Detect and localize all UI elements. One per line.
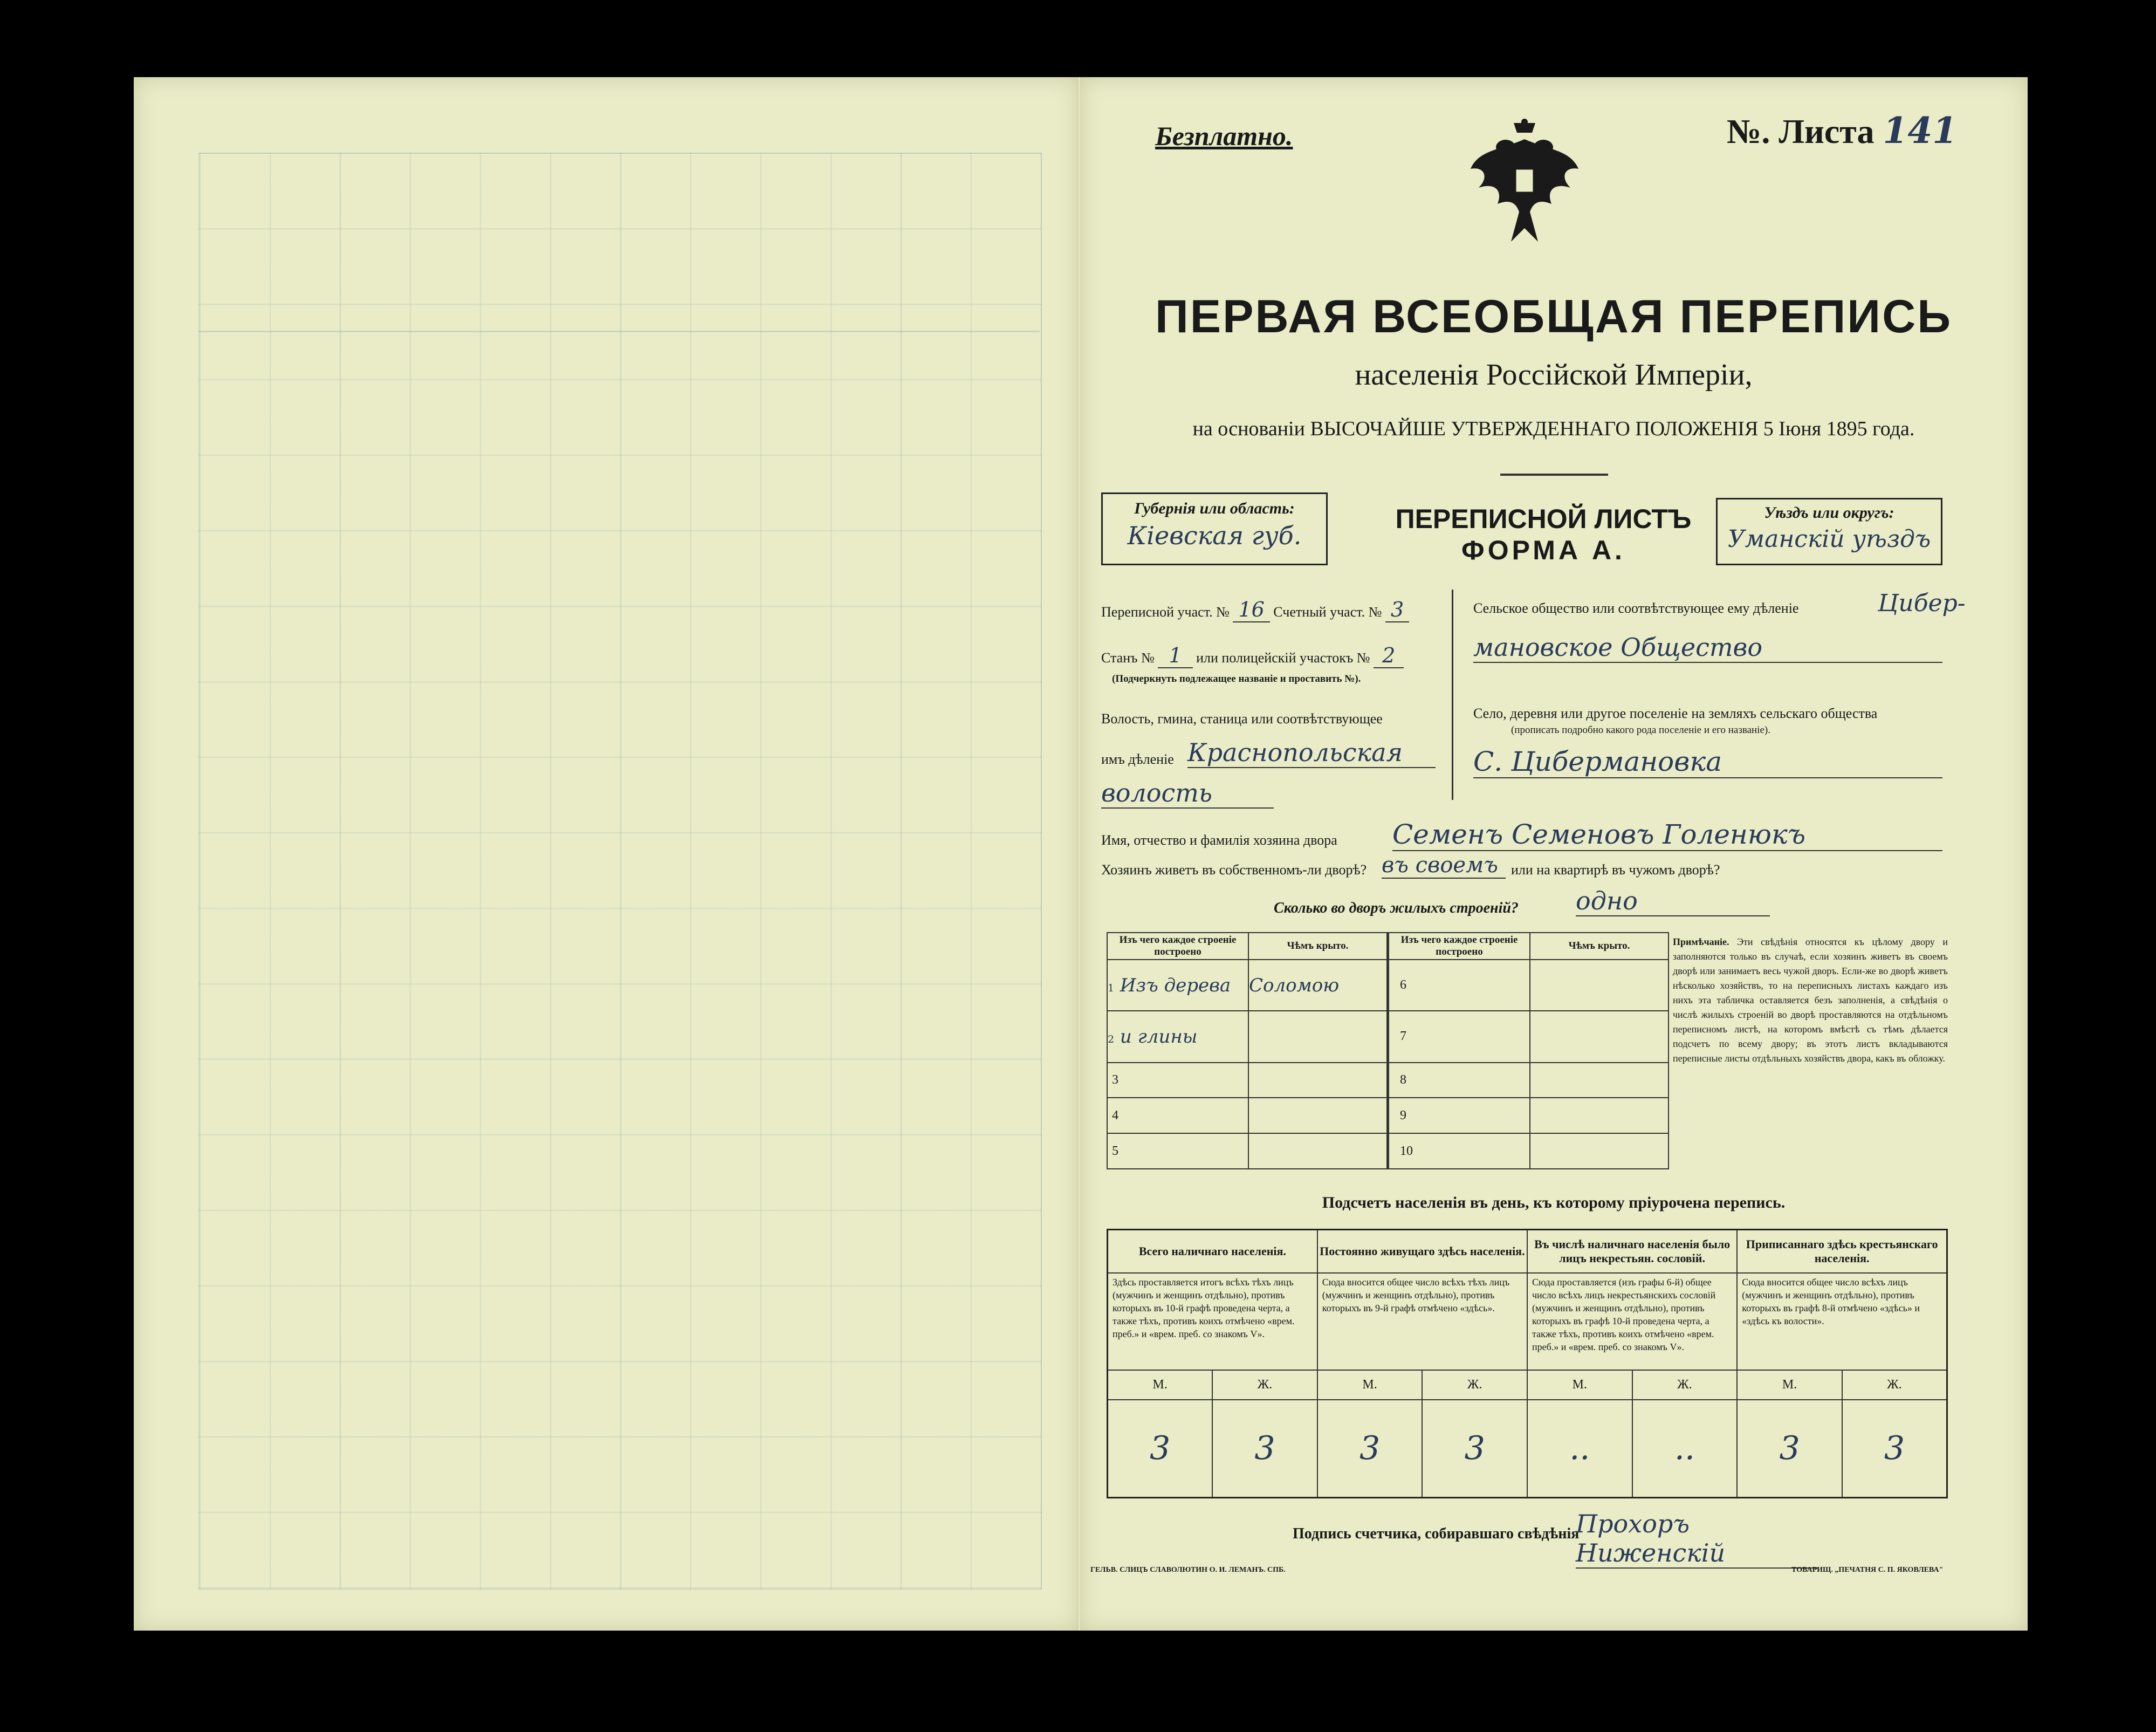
- roof-cell: [1530, 1133, 1669, 1169]
- stan-row: [1101, 643, 1436, 667]
- material-cell: 2 и глины: [1107, 1011, 1248, 1062]
- police-label: или полицейскій участокъ №: [1196, 650, 1370, 666]
- male-label: М.: [1527, 1370, 1632, 1400]
- roof-cell: [1530, 1063, 1669, 1098]
- buildings-table: [1107, 932, 1669, 1169]
- buildings-count-value: одно: [1576, 886, 1770, 916]
- province-value: Кіевская губ.: [1127, 521, 1302, 550]
- tally-desc-non-peasant: Сюда проставляется (изъ графы 6-й) общее число всѣхъ лицъ некрестьянскихъ сословій (мужчинъ и женщинъ отдѣльно), противъ которыхъ въ графѣ 10-й проведена черта, а также тѣхъ, противъ коихъ отмѣчено «врем. преб.» и «врем. преб. со знакомъ V».: [1527, 1273, 1737, 1370]
- row-number: 6: [1388, 960, 1530, 1011]
- tally-head-peasant: Приписаннаго здѣсь крестьянскаго населенія.: [1737, 1230, 1947, 1273]
- non-peasant-male-value: ..: [1527, 1400, 1632, 1498]
- district-box: [1716, 498, 1942, 565]
- female-label: Ж.: [1842, 1370, 1947, 1400]
- volost-value: Краснопольская: [1187, 738, 1436, 768]
- sheet-title-block: [1338, 503, 1748, 566]
- row-number: 10: [1388, 1133, 1530, 1169]
- society-label: Сельское общество или соотвѣтствующее ему дѣленіе: [1473, 600, 1799, 616]
- province-box: [1101, 492, 1328, 565]
- count-district-value: 3: [1385, 598, 1409, 622]
- table-row: [1107, 1011, 1669, 1062]
- table-row: [1107, 960, 1669, 1011]
- village-label: Село, деревня или другое поселеніе на земляхъ сельскаго общества: [1473, 706, 1878, 721]
- village-note: (прописать подробно какого рода поселеніе и его названіе).: [1511, 724, 1770, 736]
- tally-head-total: Всего наличнаго населенія.: [1108, 1230, 1317, 1273]
- roof-cell: [1248, 1011, 1388, 1062]
- owner-lives-label: Хозяинъ живетъ въ собственномъ-ли дворѣ?: [1101, 862, 1367, 878]
- permanent-male-value: 3: [1317, 1400, 1423, 1498]
- roof-cell: [1248, 1133, 1388, 1169]
- note-text: Эти свѣдѣнія относятся къ цѣлому двору и заполняются только въ случаѣ, если хозяинъ живетъ въ своемъ дворѣ или занимаетъ весь чужой дворъ. Если-же во дворѣ живетъ нѣсколько хозяйствъ, то на переписныхъ листахъ каждаго изъ нихъ эта табличка оставляется безъ заполненія, а свѣдѣнія о числѣ жилыхъ строеній во дворѣ проставляются на отдѣльномъ переписномъ листѣ, на которомъ вмѣстѣ съ тѣмъ дѣлается подсчетъ по всему двору; въ этотъ листъ вкладываются переписные листы отдѣльныхъ хозяйствъ двора, какъ въ обложку.: [1673, 936, 1948, 1064]
- tally-values-row: [1108, 1400, 1947, 1498]
- bleed-through-header: [198, 153, 1040, 332]
- volost-label-2: имъ дѣленіе: [1101, 751, 1174, 767]
- non-peasant-female-value: ..: [1632, 1400, 1738, 1498]
- male-label: М.: [1108, 1370, 1213, 1400]
- sheet-number-label: №. Листа: [1727, 112, 1875, 150]
- buildings-count-label: Сколько во дворъ жилыхъ строеній?: [1274, 900, 1519, 916]
- male-label: М.: [1737, 1370, 1842, 1400]
- district-label: Уѣздъ или округъ:: [1764, 504, 1894, 522]
- roof-cell: Соломою: [1248, 960, 1388, 1011]
- tally-table: [1107, 1229, 1948, 1498]
- bleed-through-grid: [198, 153, 1042, 1590]
- underline-note: (Подчеркнуть подлежащее названіе и проставить №).: [1112, 673, 1361, 684]
- census-district-label: Переписной участ. №: [1101, 604, 1230, 620]
- volost-value-2: волость: [1101, 778, 1274, 809]
- society-value-2: мановское Общество: [1473, 633, 1942, 663]
- row-number: 7: [1388, 1011, 1530, 1062]
- roof-header-right: Чѣмъ крыто.: [1530, 933, 1669, 960]
- ornament-divider: [1500, 474, 1608, 476]
- table-row: [1107, 1133, 1669, 1169]
- female-label: Ж.: [1632, 1370, 1738, 1400]
- material-header-right: Изъ чего каждое строеніе построено: [1388, 933, 1530, 960]
- stan-value: 1: [1158, 643, 1192, 668]
- roof-cell: [1530, 1098, 1669, 1133]
- signature-value: Прохоръ Ниженскій: [1576, 1509, 1818, 1569]
- material-cell: 1 Изъ дерева: [1107, 960, 1248, 1011]
- district-numbers: [1101, 598, 1436, 621]
- female-label: Ж.: [1422, 1370, 1527, 1400]
- tally-desc-total: Здѣсь проставляется итогъ всѣхъ тѣхъ лицъ (мужчинъ и женщинъ отдѣльно), противъ которыхъ въ 10-й графѣ проведена черта, а также тѣхъ, противъ коихъ отмѣчено «врем. преб.» и «врем. преб. со знакомъ V».: [1108, 1273, 1317, 1370]
- row-number: 9: [1388, 1098, 1530, 1133]
- right-page: [1080, 77, 2028, 1631]
- society-value: Цибер-: [1878, 590, 1966, 617]
- material-header-left: Изъ чего каждое строеніе построено: [1107, 933, 1248, 960]
- table-row: [1107, 1098, 1669, 1133]
- row-number: 5: [1107, 1133, 1248, 1169]
- census-district-value: 16: [1233, 598, 1269, 622]
- row-number: 4: [1107, 1098, 1248, 1133]
- district-value: Уманскій уѣздъ: [1727, 525, 1931, 553]
- page-title: ПЕРВАЯ ВСЕОБЩАЯ ПЕРЕПИСЬ: [1155, 291, 1953, 343]
- printer-right: ТОВАРИЩ. „ПЕЧАТНЯ С. П. ЯКОВЛЕВА": [1791, 1566, 1944, 1574]
- signature-label: Подпись счетчика, собиравшаго свѣдѣнія: [1293, 1525, 1580, 1542]
- total-male-value: 3: [1108, 1400, 1213, 1498]
- total-female-value: 3: [1212, 1400, 1317, 1498]
- tally-desc-peasant: Сюда вносится общее число всѣхъ лицъ (мужчинъ и женщинъ отдѣльно), противъ которыхъ въ графѣ 8-й отмѣчено «здѣсь» и «здѣсь къ волости».: [1737, 1273, 1947, 1370]
- form-name: ФОРМА А.: [1461, 535, 1625, 565]
- double-headed-eagle-icon: [1468, 118, 1581, 247]
- sheet-number-value: 141: [1883, 109, 1958, 152]
- police-value: 2: [1374, 643, 1404, 668]
- tally-title: Подсчетъ населенія въ день, къ которому пріурочена перепись.: [1322, 1194, 1786, 1211]
- table-row: [1107, 1063, 1669, 1098]
- roof-cell: [1530, 960, 1669, 1011]
- left-page: [134, 77, 1079, 1631]
- page-subtitle: населенія Россійской Имперіи,: [1355, 358, 1753, 392]
- printer-left: ГЕЛЬВ. СЛИЦЪ СЛАВОЛЮТИН О. И. ЛЕМАНЪ. СПБ.: [1090, 1566, 1286, 1574]
- field-divider: [1452, 590, 1453, 800]
- note-block: [1673, 935, 1948, 1066]
- owner-lives-value: въ своемъ: [1382, 853, 1506, 879]
- legal-basis: на основаніи ВЫСОЧАЙШЕ УТВЕРЖДЕННАГО ПОЛОЖЕНІЯ 5 Іюня 1895 года.: [1192, 417, 1915, 440]
- roof-cell: [1530, 1011, 1669, 1062]
- owner-name-label: Имя, отчество и фамилія хозяина двора: [1101, 832, 1337, 848]
- row-number: 8: [1388, 1063, 1530, 1098]
- volost-label: Волость, гмина, станица или соотвѣтствующее: [1101, 711, 1383, 727]
- roof-header-left: Чѣмъ крыто.: [1248, 933, 1388, 960]
- permanent-female-value: 3: [1422, 1400, 1527, 1498]
- note-label: Примѣчаніе.: [1673, 936, 1729, 947]
- roof-cell: [1248, 1098, 1388, 1133]
- female-label: Ж.: [1212, 1370, 1317, 1400]
- count-district-label: Счетный участ. №: [1273, 604, 1382, 620]
- stan-label: Станъ №: [1101, 650, 1155, 666]
- peasant-female-value: 3: [1842, 1400, 1947, 1498]
- free-label: Безплатно.: [1155, 121, 1293, 151]
- village-value: С. Цибермановка: [1473, 746, 1942, 778]
- province-label: Губернія или область:: [1134, 499, 1295, 517]
- tally-desc-permanent: Сюда вносится общее число всѣхъ тѣхъ лицъ (мужчинъ и женщинъ отдѣльно), противъ которыхъ въ 9-й графѣ отмѣчено «здѣсь».: [1317, 1273, 1527, 1370]
- peasant-male-value: 3: [1737, 1400, 1842, 1498]
- owner-name-value: Семенъ Семеновъ Голенюкъ: [1392, 819, 1942, 851]
- sheet-number: [1727, 109, 1957, 152]
- sheet-title: ПЕРЕПИСНОЙ ЛИСТЪ: [1395, 504, 1692, 534]
- tally-head-permanent: Постоянно живущаго здѣсь населенія.: [1317, 1230, 1527, 1273]
- male-label: М.: [1317, 1370, 1423, 1400]
- owner-lives-alt: или на квартирѣ въ чужомъ дворѣ?: [1511, 862, 1720, 878]
- tally-head-non-peasant: Въ числѣ наличнаго населенія было лицъ некрестьян. сословій.: [1527, 1230, 1737, 1273]
- roof-cell: [1248, 1063, 1388, 1098]
- row-number: 3: [1107, 1063, 1248, 1098]
